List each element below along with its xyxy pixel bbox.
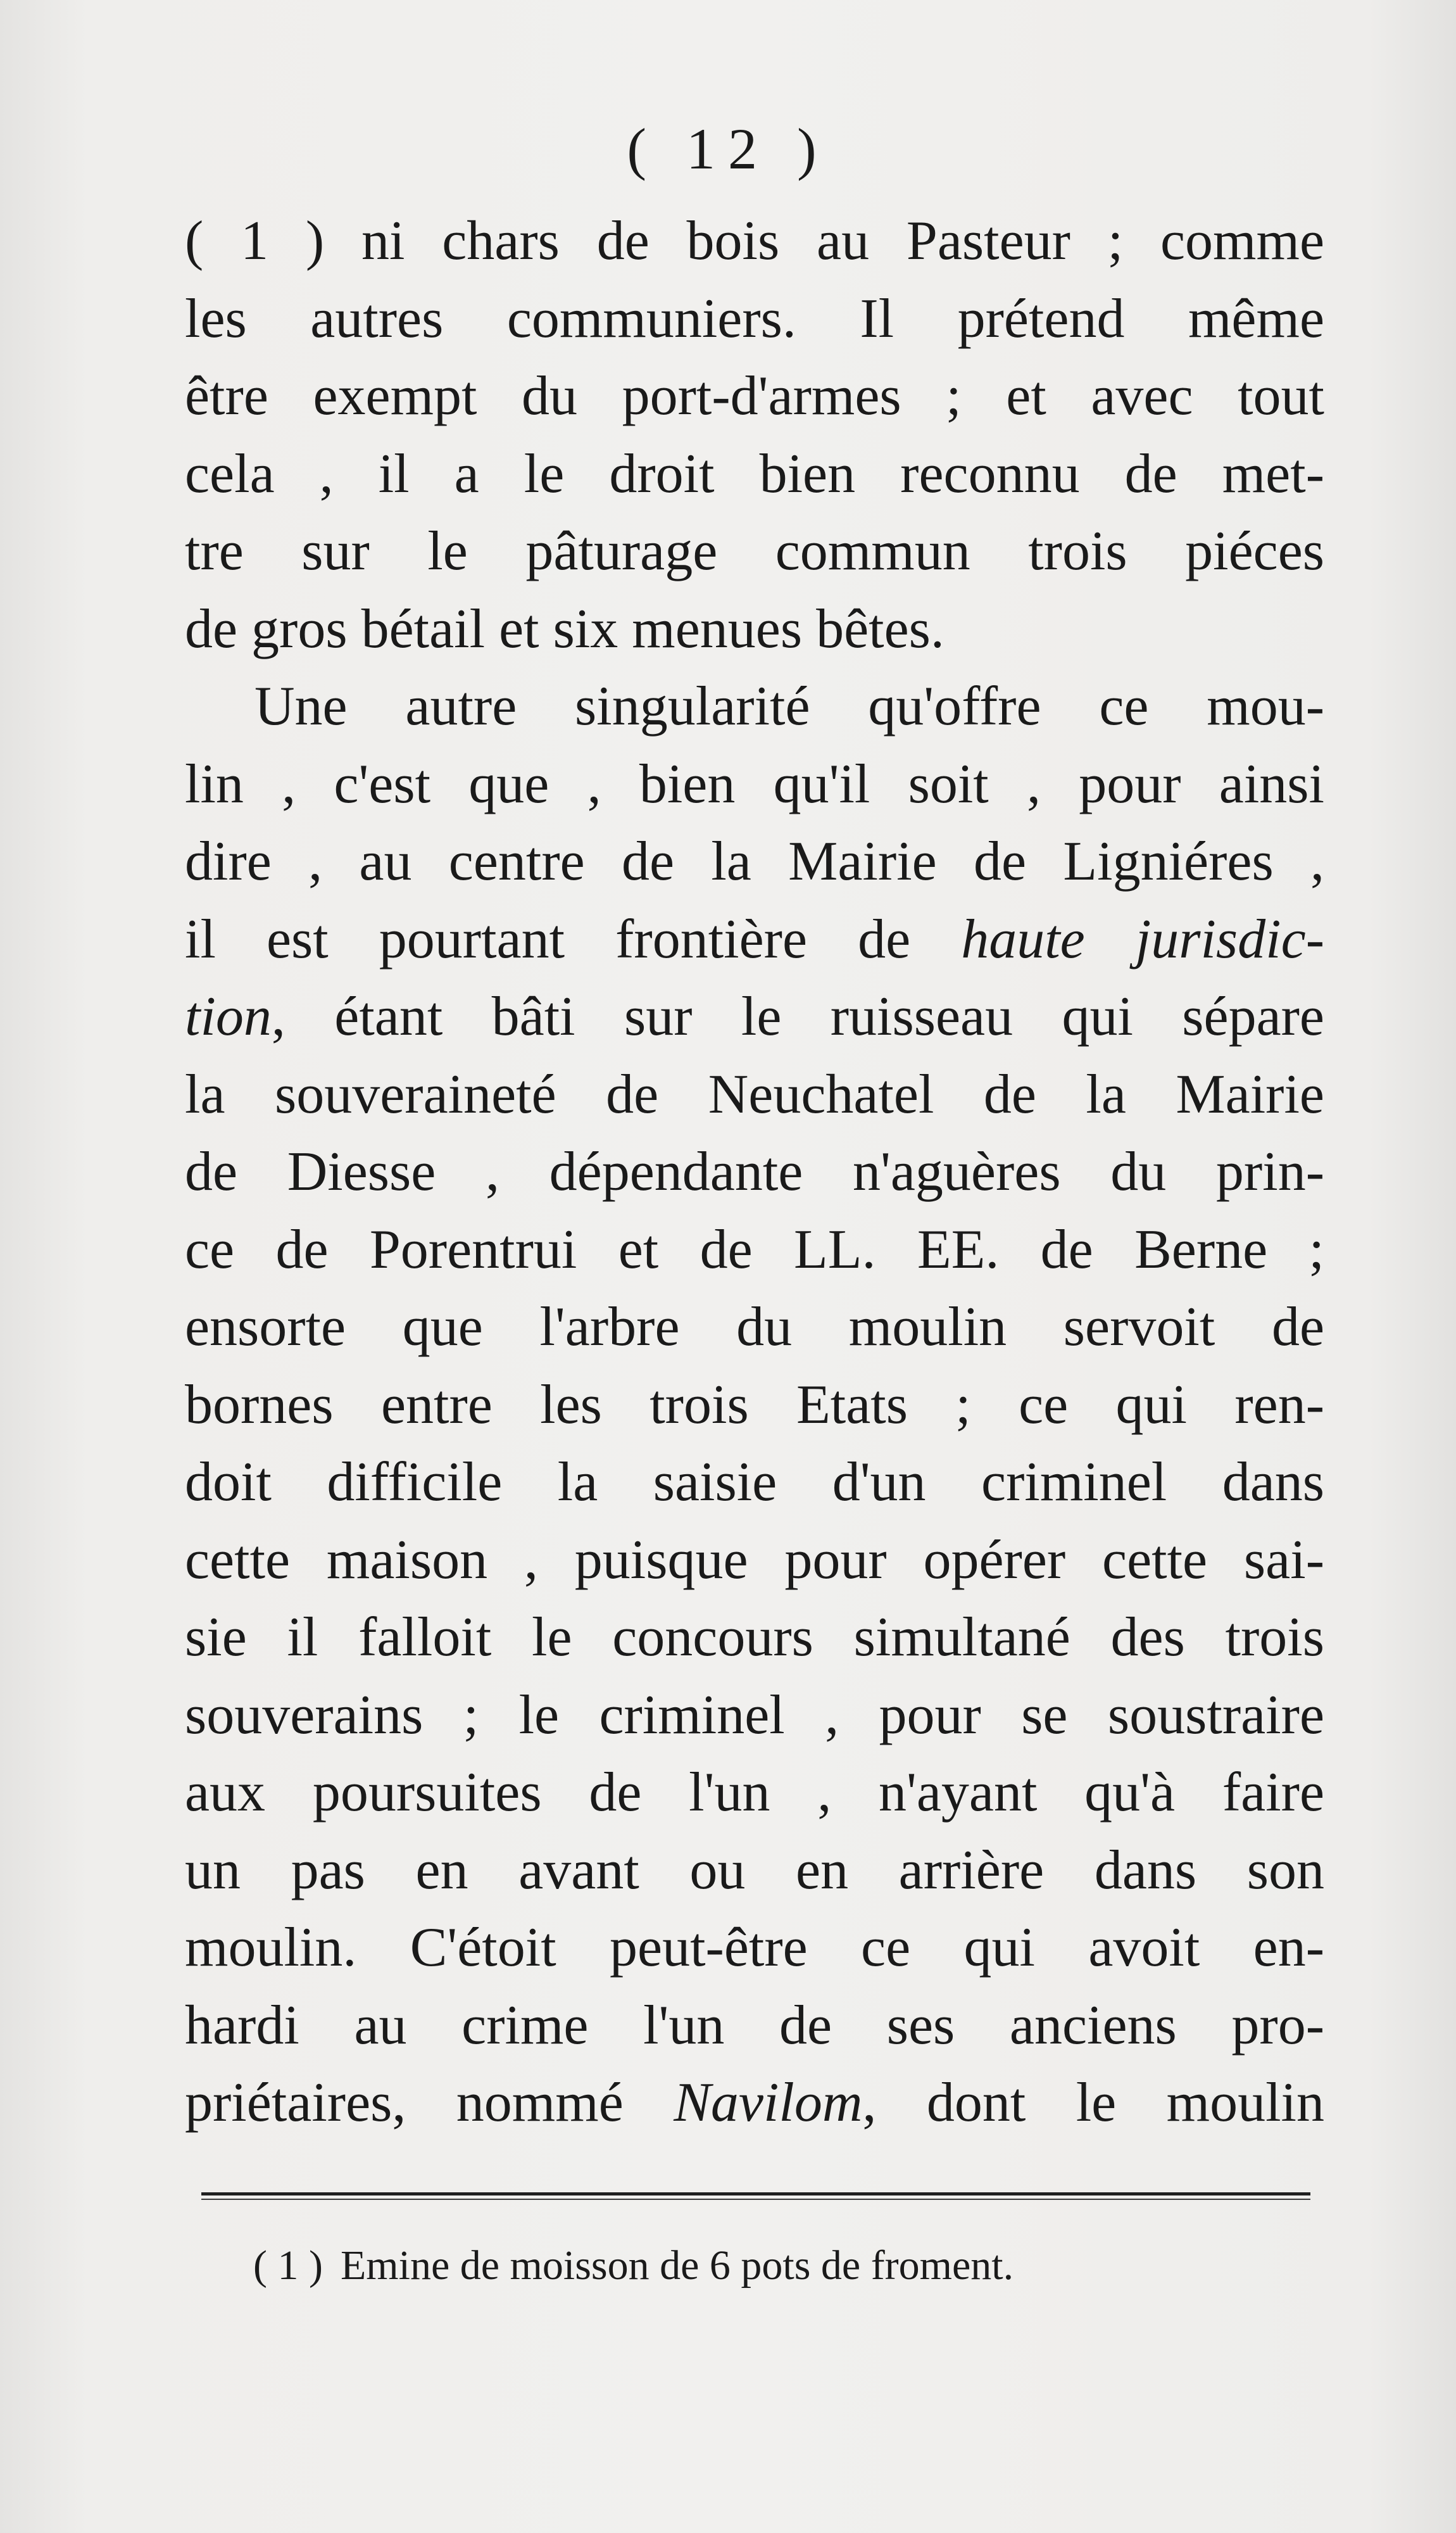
text-line: moulin. C'étoit peut-être ce qui avoit en- [185,1917,1324,1978]
text-line: lin , c'est que , bien qu'il soit , pour ainsi [185,753,1324,815]
text-line: être exempt du port-d'armes ; et avec tout [185,365,1324,427]
text-line: ( 1 ) ni chars de bois au Pasteur ; comme [185,210,1324,272]
text-line: cette maison , puisque pour opérer cette sai- [185,1529,1324,1591]
line-text: , dont le moulin [862,2072,1324,2133]
text-line: de Diesse , dépendante n'aguères du prin- [185,1141,1324,1203]
italic-text: haute jurisdic- [961,908,1324,970]
text-line: un pas en avant ou en arrière dans son [185,1839,1324,1901]
text-line: ensorte que l'arbre du moulin servoit de [185,1296,1324,1358]
text-line: souverains ; le criminel , pour se soustraire [185,1684,1324,1746]
footnote-separator-rule [201,2192,1310,2200]
italic-text: Naviloт [674,2072,863,2133]
text-line: cela , il a le droit bien reconnu de met- [185,443,1324,505]
footnote-ref: ( 1 ) [253,2242,323,2289]
text-line: ce de Porentrui et de LL. EE. de Berne ; [185,1218,1324,1280]
text-line: doit difficile la saisie d'un criminel dans [185,1451,1324,1513]
italic-text: tion [185,986,272,1047]
text-line: la souveraineté de Neuchatel de la Mairie [185,1063,1324,1125]
paragraph-start-line: Une autre singularité qu'offre ce mou- [254,676,1324,737]
page-number: ( 12 ) [627,117,829,181]
text-line: aux poursuites de l'un , n'ayant qu'à faire [185,1762,1324,1823]
line-text: il est pourtant frontière de [185,908,962,970]
text-line: de gros bétail et six menues bêtes. [185,598,945,660]
text-line: sie il falloit le concours simultané des trois [185,1607,1324,1668]
text-line: bornes entre les trois Etats ; ce qui ren- [185,1374,1324,1436]
text-line [185,978,1324,1056]
footnote [253,2234,1266,2297]
text-line [185,901,1324,979]
body-text [185,203,1324,2142]
text-line: dire , au centre de la Mairie de Ligniéres , [185,831,1324,892]
text-line: hardi au crime l'un de ses anciens pro- [185,1994,1324,2056]
line-text: , étant bâti sur le ruisseau qui sépare [271,986,1324,1047]
text-line: les autres communiers. Il prétend même [185,287,1324,350]
line-text: priétaires, nommé [185,2072,674,2133]
text-line: tre sur le pâturage commun trois piéces [185,521,1324,582]
footnote-text: Emine de moisson de 6 pots de froment. [340,2242,1014,2289]
text-line [185,2064,1324,2142]
